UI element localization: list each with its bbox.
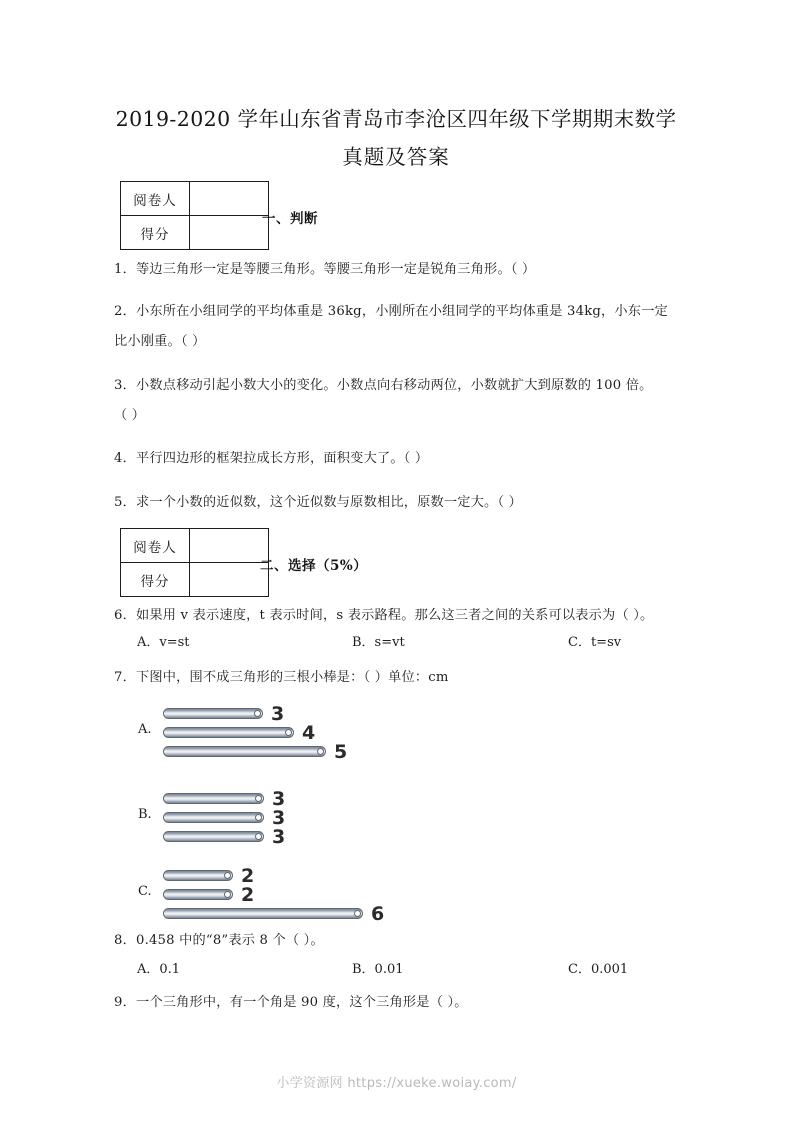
stick-length-value: 6: [371, 903, 385, 925]
question-8-option-c[interactable]: C．0.001: [568, 962, 629, 977]
page-title: [96, 100, 696, 176]
title-line-2: 真题及答案: [342, 145, 450, 169]
question-4-text: 平行四边形的框架拉成长方形，面积变大了。（ ）: [135, 451, 429, 466]
question-8-option-a[interactable]: A．0.1: [137, 962, 181, 977]
title-line-1: 2019-2020 学年山东省青岛市李沧区四年级下学期期末数学: [115, 107, 677, 131]
score-box-section-2: [120, 528, 269, 597]
reviewer-value[interactable]: [190, 182, 269, 216]
score-box-section-1: [120, 181, 269, 250]
question-5-number: 5．: [114, 495, 136, 510]
question-8-option-b[interactable]: B．0.01: [352, 962, 404, 977]
question-8-stem: 8．0.458 中的“8”表示 8 个（ ）。: [114, 933, 324, 948]
stick-icon: [163, 889, 233, 900]
stick-length-value: 3: [272, 826, 286, 848]
question-2-number: 2．: [114, 304, 136, 319]
stick-icon: [163, 727, 294, 738]
score-value[interactable]: [190, 563, 269, 597]
question-3-continuation[interactable]: （ ）: [114, 408, 146, 423]
table-row: [121, 216, 269, 250]
score-label: 得分: [121, 563, 190, 597]
question-3-line-1: 小数点移动引起小数大小的变化。小数点向右移动两位，小数就扩大到原数的 100 倍。: [135, 378, 653, 393]
question-2: [114, 297, 668, 327]
question-6-option-a[interactable]: A．v=st: [137, 635, 190, 650]
question-1-blank[interactable]: （ ）: [510, 262, 536, 277]
question-1-number: 1．: [114, 262, 136, 277]
score-label: 得分: [121, 216, 190, 250]
question-5-text: 求一个小数的近似数，这个近似数与原数相比，原数一定大。（ ）: [135, 495, 523, 510]
stick-length-value: 4: [302, 722, 316, 744]
question-4: [114, 444, 428, 474]
table-row: [121, 182, 269, 216]
question-1-text: 等边三角形一定是等腰三角形。等腰三角形一定是锐角三角形。: [135, 262, 511, 277]
stick-length-value: 3: [272, 788, 286, 810]
stick-icon: [163, 870, 233, 881]
question-6-option-c[interactable]: C．t=sv: [568, 635, 622, 650]
stick-icon: [163, 908, 363, 919]
question-4-number: 4．: [114, 451, 136, 466]
section-heading-1: 一、判断: [262, 211, 318, 227]
reviewer-label: 阅卷人: [121, 529, 190, 563]
stick-length-value: 5: [334, 741, 348, 763]
stick-icon: [163, 812, 264, 823]
question-3-number: 3．: [114, 378, 136, 393]
watermark: 小学资源网 https://xueke.woiay.com/: [276, 1076, 517, 1091]
stick-length-value: 2: [241, 865, 255, 887]
section-heading-2: 二、选择（5%）: [260, 558, 368, 574]
table-row: [121, 529, 269, 563]
question-6-stem: 6．如果用 v 表示速度，t 表示时间，s 表示路程。那么这三者之间的关系可以表示为（ ）。: [114, 608, 654, 623]
question-6-option-b[interactable]: B．s=vt: [352, 635, 405, 650]
question-7-stem: 7．下图中，围不成三角形的三根小棒是：（ ）单位：cm: [114, 670, 449, 685]
stick-icon: [163, 831, 264, 842]
question-7-choice-a-label: A.: [138, 722, 152, 737]
stick-length-value: 2: [241, 884, 255, 906]
reviewer-label: 阅卷人: [121, 182, 190, 216]
stick-length-value: 3: [271, 703, 285, 725]
stick-icon: [163, 708, 263, 719]
question-1: [114, 255, 535, 285]
stick-icon: [163, 746, 326, 757]
reviewer-value[interactable]: [190, 529, 269, 563]
question-5: [114, 488, 522, 518]
score-value[interactable]: [190, 216, 269, 250]
question-9-stem: 9．一个三角形中，有一个角是 90 度，这个三角形是（ ）。: [114, 995, 468, 1010]
stick-icon: [163, 793, 264, 804]
question-2-line-1: 小东所在小组同学的平均体重是 36kg，小刚所在小组同学的平均体重是 34kg，小东一定: [135, 304, 668, 319]
question-7-choice-c-label: C.: [138, 884, 152, 899]
question-3: [114, 371, 653, 401]
question-7-choice-b-label: B.: [138, 807, 152, 822]
table-row: [121, 563, 269, 597]
stick-length-value: 3: [272, 807, 286, 829]
question-2-continuation: 比小刚重。（ ）: [114, 334, 206, 349]
